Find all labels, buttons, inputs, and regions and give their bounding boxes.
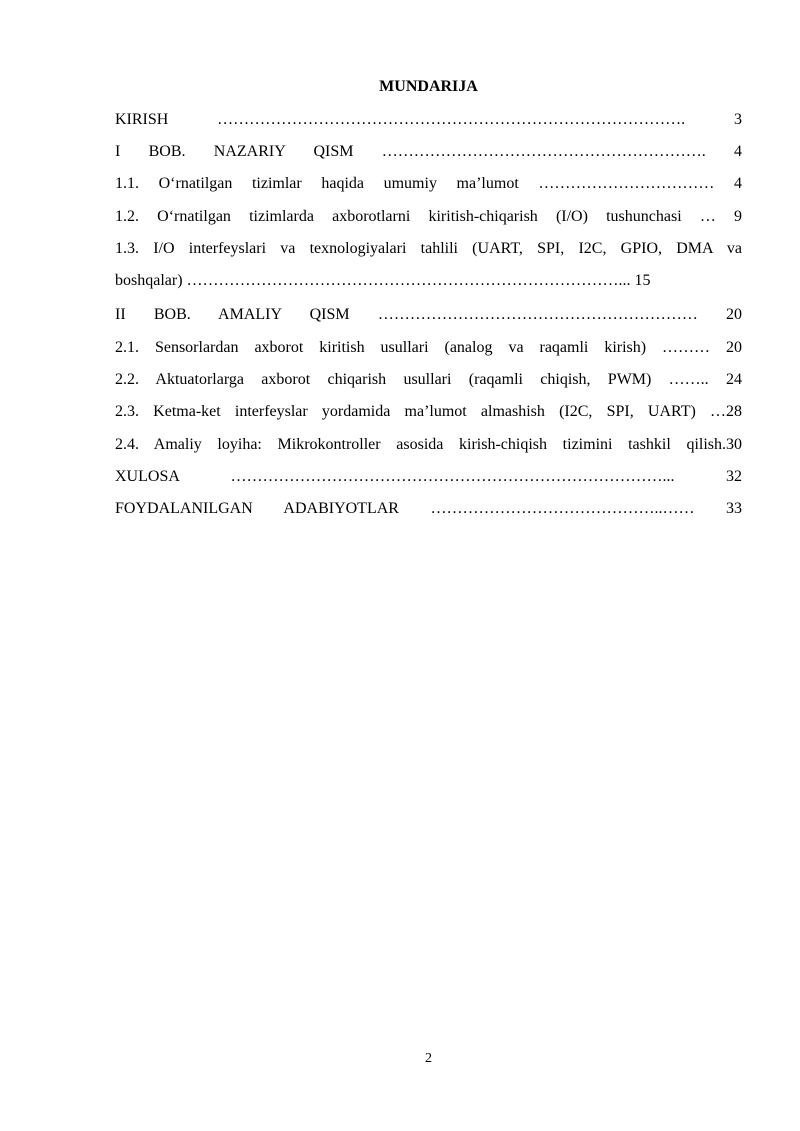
toc-entry-1-2[interactable]: 1.2. O‘rnatilgan tizimlarda axborotlarni kiritish-chiqarish (I/O) tushunchasi … 9 [115,208,742,225]
toc-entry-2-4[interactable]: 2.4. Amaliy loyiha: Mikrokontroller asosida kirish-chiqish tizimini tashkil qilish.30 [115,436,742,453]
toc-entry-2-2[interactable]: 2.2. Aktuatorlarga axborot chiqarish usullari (raqamli chiqish, PWM) …….. 24 [115,371,742,388]
toc-entry-xulosa[interactable]: XULOSA ………………………………………………………………………... 32 [115,468,742,485]
toc-entry-1-3-line1: 1.3. I/O interfeyslari va texnologiyalari tahlili (UART, SPI, I2C, GPIO, DMA va [115,240,742,257]
toc-entry-references[interactable]: FOYDALANILGAN ADABIYOTLAR ……………………………………..…… 33 [115,500,742,517]
toc-entry-1-3-line2: boshqalar) ………………………………………………………………………... 15 [115,272,651,289]
document-title: MUNDARIJA [379,78,478,95]
toc-entry-1-3[interactable] [115,237,742,301]
toc-entry-2-3[interactable]: 2.3. Ketma-ket interfeyslar yordamida ma’lumot almashish (I2C, SPI, UART) …28 [115,403,742,420]
toc-entry-chapter-1[interactable]: I BOB. NAZARIY QISM ……………………………………………………. 4 [115,143,742,160]
toc-entry-chapter-2[interactable]: II BOB. AMALIY QISM …………………………………………………… 20 [115,306,742,323]
toc-entry-2-1[interactable]: 2.1. Sensorlardan axborot kiritish usullari (analog va raqamli kirish) ……… 20 [115,339,742,356]
page-number: 2 [425,1051,432,1066]
toc-entry-1-1[interactable]: 1.1. O‘rnatilgan tizimlar haqida umumiy ma’lumot …………………………… 4 [115,175,742,192]
toc-entry-kirish[interactable]: KIRISH ……………………………………………………………………………. 3 [115,111,742,128]
